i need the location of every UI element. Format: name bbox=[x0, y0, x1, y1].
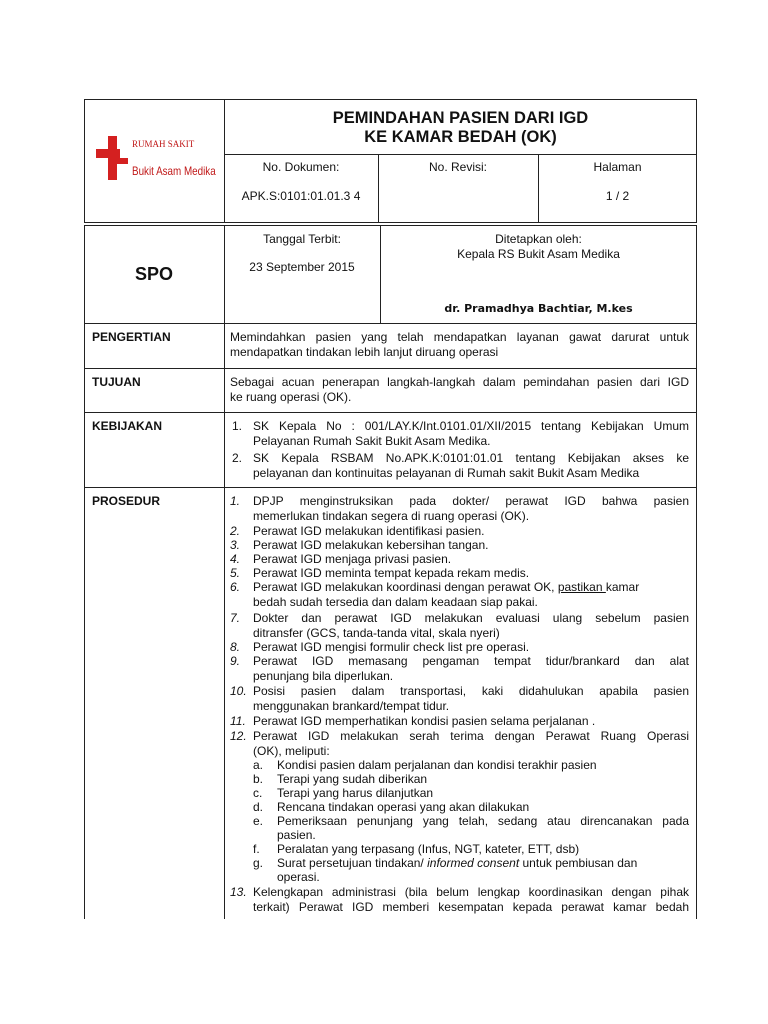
prosedur-label: PROSEDUR bbox=[92, 494, 161, 508]
sub-letter: g. bbox=[253, 856, 264, 870]
row-divider bbox=[84, 487, 697, 488]
sub-item-a: Kondisi pasien dalam perjalanan dan kondisi terakhir pasien bbox=[277, 758, 597, 772]
step-8: Perawat IGD mengisi formulir check list pre operasi. bbox=[253, 640, 530, 654]
pengertian-line2: mendapatkan tindakan lebih lanjut diruang operasi bbox=[230, 345, 499, 359]
label-column-divider bbox=[224, 225, 225, 919]
revisi-label: No. Revisi: bbox=[428, 160, 487, 174]
sub-item-f: Peralatan yang terpasang (Infus, NGT, kateter, ETT, dsb) bbox=[277, 842, 580, 856]
kebijakan-2-line1: SK Kepala RSBAM No.APK.K:0101:01.01 tentang Kebijakan akses ke bbox=[253, 451, 689, 465]
step-number: 9. bbox=[230, 654, 241, 668]
red-cross-icon bbox=[96, 134, 130, 182]
sub-letter: c. bbox=[253, 786, 263, 800]
step-number: 8. bbox=[230, 640, 241, 654]
sub-letter: f. bbox=[253, 842, 260, 856]
step-number: 5. bbox=[230, 566, 241, 580]
signer-name: dr. Pramadhya Bachtiar, M.kes bbox=[444, 302, 633, 315]
pengertian-label: PENGERTIAN bbox=[92, 330, 171, 344]
tanggal-label: Tanggal Terbit: bbox=[263, 232, 341, 246]
step-13-line1: Kelengkapan administrasi (bila belum lengkap koordinasikan dengan pihak bbox=[253, 885, 689, 899]
logo-line2: Bukit Asam Medika bbox=[132, 164, 216, 178]
step-number: 10. bbox=[230, 684, 247, 698]
step-6-line2: bedah sudah tersedia dan dalam keadaan siap pakai. bbox=[253, 595, 538, 609]
sub-item-c: Terapi yang harus dilanjutkan bbox=[277, 786, 434, 800]
sub-item-e-line2: pasien. bbox=[277, 828, 316, 842]
step-number: 13. bbox=[230, 885, 247, 899]
sub-item-d: Rencana tindakan operasi yang akan dilakukan bbox=[277, 800, 530, 814]
kebijakan-num-2: 2. bbox=[232, 451, 243, 465]
tujuan-line1: Sebagai acuan penerapan langkah-langkah dalam pemindahan pasien dari IGD bbox=[230, 375, 689, 389]
sub-letter: d. bbox=[253, 800, 264, 814]
step-3: Perawat IGD melakukan kebersihan tangan. bbox=[253, 538, 489, 552]
sub-item-g-line1 bbox=[277, 856, 689, 871]
kebijakan-1-line1: SK Kepala No : 001/LAY.K/Int.0101.01/XII/2015 tentang Kebijakan Umum bbox=[253, 419, 689, 433]
step-6-text: Perawat IGD melakukan koordinasi dengan perawat OK, bbox=[253, 580, 558, 594]
halaman-label: Halaman bbox=[593, 160, 642, 174]
step-9-line1: Perawat IGD memasang pengaman tempat tidur/brankard dan alat bbox=[253, 654, 689, 668]
spo-label: SPO bbox=[134, 264, 173, 284]
step-7-line2: ditransfer (GCS, tanda-tanda vital, skala nyeri) bbox=[253, 626, 500, 640]
sub-item-g-line2: operasi. bbox=[277, 870, 320, 884]
sub-letter: b. bbox=[253, 772, 264, 786]
hospital-logo bbox=[96, 134, 216, 184]
step-number: 4. bbox=[230, 552, 241, 566]
step-12-line2: (OK), meliputi: bbox=[253, 744, 330, 758]
step-10-line2: menggunakan brankard/tempat tidur. bbox=[253, 699, 450, 713]
doc-no-label: No. Dokumen: bbox=[262, 160, 340, 174]
step-number: 3. bbox=[230, 538, 241, 552]
step-4: Perawat IGD menjaga privasi pasien. bbox=[253, 552, 452, 566]
step-2: Perawat IGD melakukan identifikasi pasien. bbox=[253, 524, 485, 538]
step-6-line1 bbox=[253, 580, 689, 595]
step-10-line1: Posisi pasien dalam transportasi, kaki didahulukan apabila pasien bbox=[253, 684, 689, 698]
document-title-line1: PEMINDAHAN PASIEN DARI IGD bbox=[332, 109, 589, 127]
step-number: 11. bbox=[230, 714, 246, 728]
step-number: 12. bbox=[230, 729, 247, 743]
step-9-line2: penunjang bila diperlukan. bbox=[253, 669, 394, 683]
step-6-emphasis: pastikan bbox=[557, 580, 606, 594]
row-divider bbox=[84, 412, 697, 413]
step-7-line1: Dokter dan perawat IGD melakukan evaluasi ulang sebelum pasien bbox=[253, 611, 689, 625]
tujuan-line2: ke ruang operasi (OK). bbox=[230, 390, 352, 404]
kebijakan-2-line2: pelayanan dan kontinuitas pelayanan di Rumah sakit Bukit Asam Medika bbox=[253, 466, 640, 480]
pengertian-line1: Memindahkan pasien yang telah mendapatkan layanan gawat darurat untuk bbox=[230, 330, 689, 344]
header-row-divider bbox=[224, 154, 697, 155]
step-number: 1. bbox=[230, 494, 241, 508]
step-1-line1: DPJP menginstruksikan pada dokter/ perawat IGD bahwa pasien bbox=[253, 494, 689, 508]
step-1-line2: memerlukan tindakan segera di ruang operasi (OK). bbox=[253, 509, 530, 523]
kebijakan-label: KEBIJAKAN bbox=[92, 419, 163, 433]
logo-line1: RUMAH SAKIT bbox=[132, 139, 195, 149]
tujuan-label: TUJUAN bbox=[92, 375, 141, 389]
sub-item-g-tail: untuk pembiusan dan bbox=[519, 856, 638, 870]
ditetapkan-by: Kepala RS Bukit Asam Medika bbox=[457, 247, 620, 261]
sub-item-g-text: Surat persetujuan tindakan/ bbox=[277, 856, 428, 870]
halaman-value: 1 / 2 bbox=[605, 189, 630, 203]
step-number: 6. bbox=[230, 580, 241, 594]
step-number: 7. bbox=[230, 611, 241, 625]
ditetapkan-label: Ditetapkan oleh: bbox=[495, 232, 582, 246]
step-12-line1: Perawat IGD melakukan serah terima dengan Perawat Ruang Operasi bbox=[253, 729, 689, 743]
sub-item-b: Terapi yang sudah diberikan bbox=[277, 772, 428, 786]
tanggal-value: 23 September 2015 bbox=[249, 260, 355, 274]
step-11: Perawat IGD memperhatikan kondisi pasien selama perjalanan . bbox=[253, 714, 596, 728]
step-number: 2. bbox=[230, 524, 241, 538]
row-divider bbox=[84, 323, 697, 324]
sub-letter: e. bbox=[253, 814, 264, 828]
document-title-line2: KE KAMAR BEDAH (OK) bbox=[364, 128, 557, 146]
sub-item-g-italic: informed consent bbox=[427, 856, 520, 870]
step-13-line2: terkait) Perawat IGD memberi kesempatan kepada perawat kamar bedah bbox=[253, 900, 689, 914]
step-6-tail: kamar bbox=[605, 580, 640, 594]
sub-letter: a. bbox=[253, 758, 264, 772]
sub-item-e-line1: Pemeriksaan penunjang yang telah, sedang atau direncanakan pada bbox=[277, 814, 689, 828]
row-divider bbox=[84, 368, 697, 369]
doc-no-value: APK.S:0101:01.01.3 4 bbox=[241, 189, 361, 203]
kebijakan-num-1: 1. bbox=[232, 419, 243, 433]
kebijakan-1-line2: Pelayanan Rumah Sakit Bukit Asam Medika. bbox=[253, 434, 491, 448]
step-5: Perawat IGD meminta tempat kepada rekam medis. bbox=[253, 566, 530, 580]
